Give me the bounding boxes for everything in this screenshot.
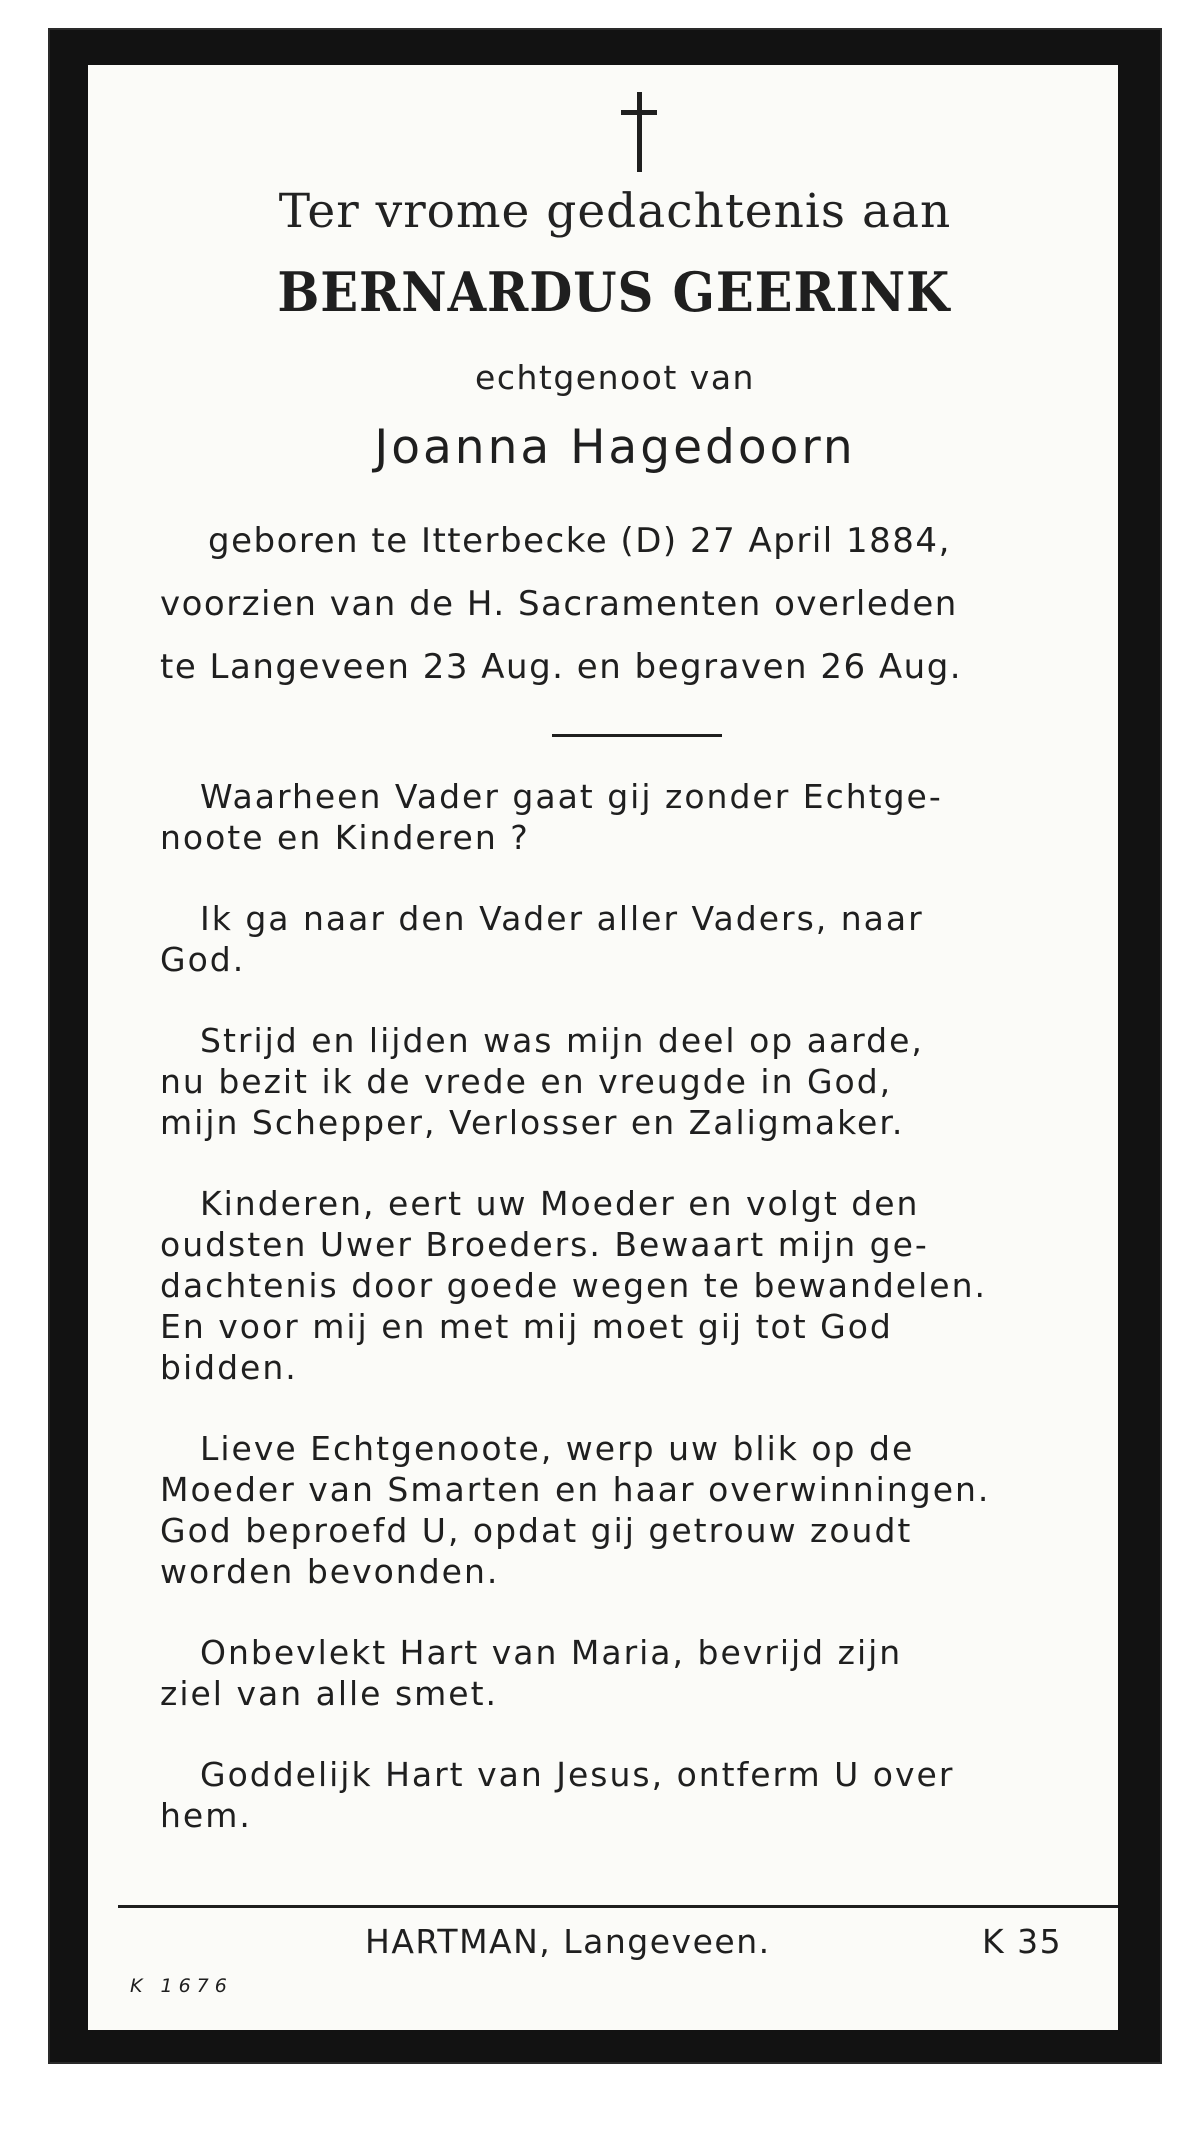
footer-rule — [118, 1905, 1118, 1908]
verse-paragraph — [160, 898, 1085, 980]
verse-line: noote en Kinderen ? — [160, 818, 530, 857]
verse-paragraph — [160, 1632, 1085, 1714]
cross-icon — [615, 92, 663, 172]
biography-line: voorzien van de H. Sacramenten overleden — [160, 584, 958, 624]
verse-line: bidden. — [160, 1348, 298, 1387]
stock-number: K 1676 — [130, 1975, 233, 1997]
deceased-name: BERNARDUS GEERINK — [277, 260, 951, 324]
verse-line: worden bevonden. — [160, 1552, 500, 1591]
verse-paragraph — [160, 1020, 1085, 1143]
verse-line: oudsten Uwer Broeders. Bewaart mijn ge- — [160, 1225, 929, 1264]
section-divider — [552, 734, 722, 737]
verse-line: Goddelijk Hart van Jesus, ontferm U over — [200, 1755, 955, 1794]
verse-line: ziel van alle smet. — [160, 1674, 499, 1713]
biography-line: te Langeveen 23 Aug. en begraven 26 Aug. — [160, 647, 963, 687]
verse-line: Waarheen Vader gaat gij zonder Echtge- — [200, 777, 943, 816]
intro-text: Ter vrome gedachtenis aan — [278, 184, 952, 239]
verse-line: Onbevlekt Hart van Maria, bevrijd zijn — [200, 1633, 903, 1672]
verse-line: nu bezit ik de vrede en vreugde in God, — [160, 1062, 893, 1101]
verse-line: mijn Schepper, Verlosser en Zaligmaker. — [160, 1103, 905, 1142]
verse-line: God. — [160, 940, 246, 979]
verse-line: dachtenis door goede wegen te bewandelen. — [160, 1266, 987, 1305]
verse-line: En voor mij en met mij moet gij tot God — [160, 1307, 893, 1346]
verse-line: Kinderen, eert uw Moeder en volgt den — [200, 1184, 920, 1223]
biography-block — [160, 510, 1080, 699]
verse-line: Ik ga naar den Vader aller Vaders, naar — [200, 899, 924, 938]
verse-paragraph — [160, 1183, 1085, 1388]
verse-paragraph — [160, 776, 1085, 858]
verse-line: Strijd en lijden was mijn deel op aarde, — [200, 1021, 924, 1060]
verse-line: God beproefd U, opdat gij getrouw zoudt — [160, 1511, 913, 1550]
verse-line: hem. — [160, 1796, 252, 1835]
verse-paragraph — [160, 1428, 1085, 1592]
card-code: K 35 — [982, 1922, 1063, 1961]
spouse-name: Joanna Hagedoorn — [374, 420, 856, 475]
verse-line: Lieve Echtgenoote, werp uw blik op de — [200, 1429, 915, 1468]
verses-block — [160, 776, 1085, 1876]
printer-credit: HARTMAN, Langeveen. — [365, 1922, 771, 1961]
biography-line: geboren te Itterbecke (D) 27 April 1884, — [208, 521, 951, 561]
verse-line: Moeder van Smarten en haar overwinningen. — [160, 1470, 991, 1509]
verse-paragraph — [160, 1754, 1085, 1836]
spouse-label: echtgenoot van — [475, 358, 755, 397]
